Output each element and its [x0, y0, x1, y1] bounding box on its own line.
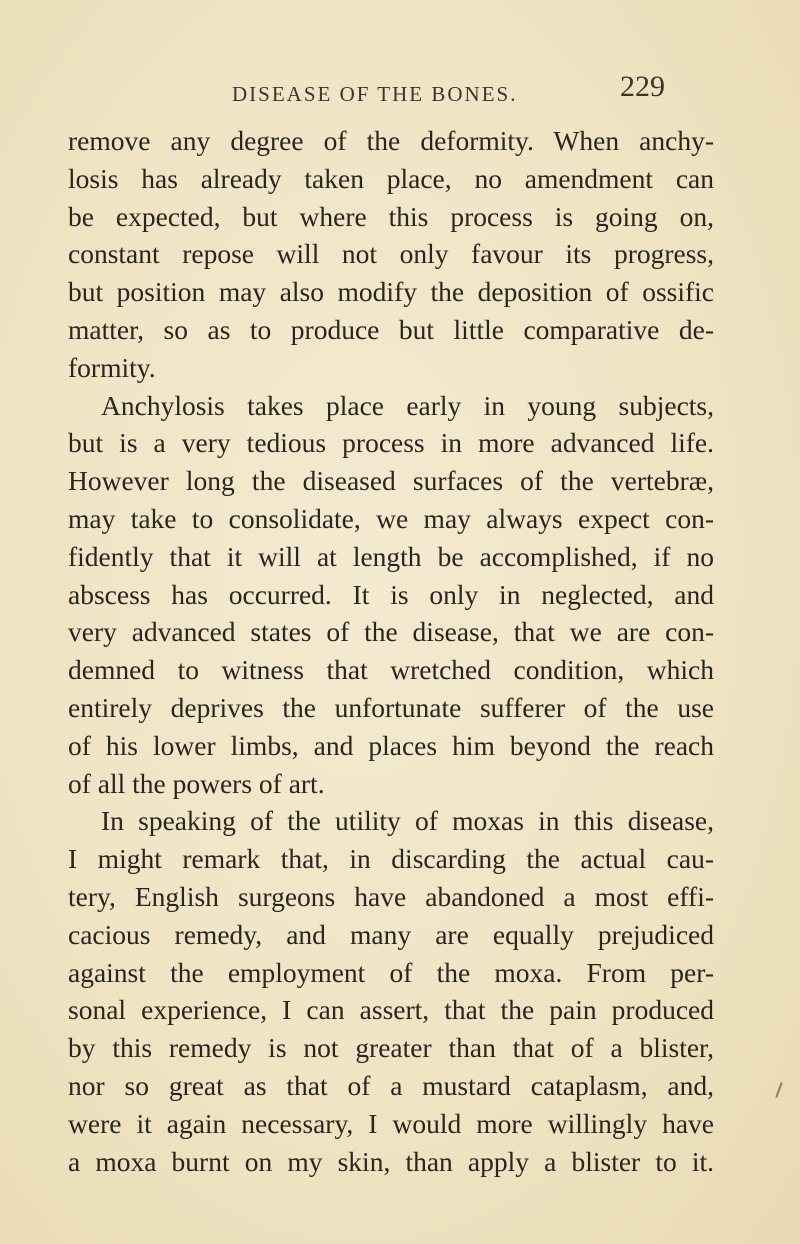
page-number: 229: [620, 70, 665, 103]
text-line: cacious remedy, and many are equally prejudiced: [68, 918, 714, 950]
text-line: but is a very tedious process in more advanced life.: [68, 427, 714, 459]
text-line: Anchylosis takes place early in young subjects,: [101, 389, 714, 421]
text-line: matter, so as to produce but little comparative de-: [68, 313, 714, 345]
text-line: of all the powers of art.: [68, 767, 325, 799]
text-line: abscess has occurred. It is only in neglected, and: [68, 578, 714, 610]
text-line: I might remark that, in discarding the actual cau-: [68, 843, 714, 875]
text-line: constant repose will not only favour its progress,: [68, 238, 714, 270]
text-line: a moxa burnt on my skin, than apply a blister to it.: [68, 1145, 714, 1177]
text-line: be expected, but where this process is going on,: [68, 200, 714, 232]
text-line: losis has already taken place, no amendment can: [68, 162, 714, 194]
running-title: DISEASE OF THE BONES.: [232, 82, 518, 106]
text-line: but position may also modify the deposition of ossific: [68, 276, 714, 308]
text-line: were it again necessary, I would more willingly have: [68, 1107, 714, 1139]
text-line: tery, English surgeons have abandoned a most effi-: [68, 880, 714, 912]
text-line: against the employment of the moxa. From per-: [68, 956, 714, 988]
text-line: remove any degree of the deformity. When anchy-: [68, 125, 714, 156]
text-line: very advanced states of the disease, that we are con-: [68, 616, 714, 648]
text-line: formity.: [68, 351, 156, 383]
text-line: However long the diseased surfaces of the vertebræ,: [68, 465, 714, 497]
text-line: of his lower limbs, and places him beyond the reach: [68, 729, 714, 761]
margin-mark: [775, 1082, 782, 1098]
text-line: In speaking of the utility of moxas in this disease,: [101, 805, 714, 837]
body-text: [68, 122, 714, 1180]
text-line: entirely deprives the unfortunate sufferer of the use: [68, 691, 714, 723]
text-line: fidently that it will at length be accomplished, if no: [68, 540, 714, 572]
text-line: by this remedy is not greater than that of a blister,: [68, 1032, 714, 1064]
text-line: sonal experience, I can assert, that the pain produced: [68, 994, 714, 1026]
text-line: may take to consolidate, we may always expect con-: [68, 502, 714, 534]
text-line: nor so great as that of a mustard cataplasm, and,: [68, 1069, 714, 1101]
text-line: demned to witness that wretched condition, which: [68, 654, 714, 686]
running-head: [0, 70, 800, 110]
